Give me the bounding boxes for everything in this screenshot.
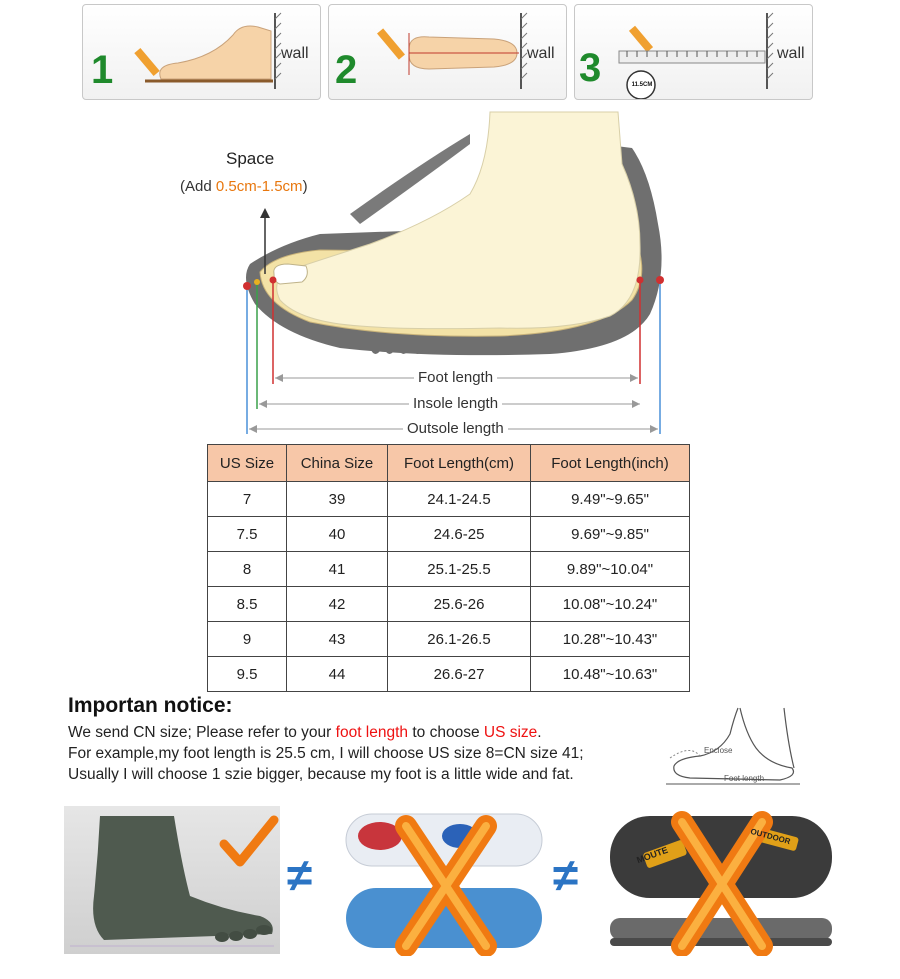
table-header-row bbox=[208, 445, 690, 482]
outsole-brand-text-1: MOUTE bbox=[635, 844, 670, 866]
cell-us-size: 7 bbox=[208, 482, 287, 517]
header-china-size: China Size bbox=[287, 445, 388, 482]
space-subtitle-prefix: (Add bbox=[180, 178, 216, 195]
step-panel-1 bbox=[82, 4, 321, 100]
cell-china-size: 44 bbox=[287, 657, 388, 692]
step-number-3: 3 bbox=[579, 46, 602, 90]
outsole-illustration bbox=[604, 810, 836, 956]
cell-china-size: 42 bbox=[287, 587, 388, 622]
notice-line-1-a: We send CN size; Please refer to your bbox=[68, 724, 336, 741]
cell-foot-length-cm: 26.1-26.5 bbox=[388, 622, 531, 657]
wall-label-2: wall bbox=[527, 45, 555, 62]
cell-foot-length-inch: 9.89"~10.04" bbox=[531, 552, 690, 587]
notice-line-1-e: . bbox=[537, 724, 542, 741]
table-row bbox=[208, 587, 690, 622]
outsole-photo bbox=[604, 810, 836, 956]
notice-foot-length-highlight: foot length bbox=[335, 724, 409, 741]
step-panel-2 bbox=[328, 4, 567, 100]
space-range: 0.5cm-1.5cm bbox=[215, 178, 303, 195]
cell-china-size: 41 bbox=[287, 552, 388, 587]
cell-foot-length-inch: 10.28"~10.43" bbox=[531, 622, 690, 657]
header-foot-length-inch: Foot Length(inch) bbox=[531, 445, 690, 482]
not-equal-symbol-2: ≠ bbox=[553, 849, 579, 901]
step-number-1: 1 bbox=[91, 48, 114, 92]
cell-foot-length-inch: 9.69"~9.85" bbox=[531, 517, 690, 552]
cell-foot-length-inch: 10.48"~10.63" bbox=[531, 657, 690, 692]
cell-foot-length-inch: 9.49"~9.65" bbox=[531, 482, 690, 517]
notice-line-1-c: to choose bbox=[408, 724, 484, 741]
step-panel-3 bbox=[574, 4, 813, 100]
sketch-enclose-label: Enclose bbox=[704, 746, 733, 755]
notice-title: Importan notice: bbox=[68, 694, 233, 717]
step-number-2: 2 bbox=[335, 48, 358, 92]
space-title: Space bbox=[226, 149, 275, 168]
size-chart-table bbox=[207, 444, 690, 692]
cell-foot-length-cm: 24.1-24.5 bbox=[388, 482, 531, 517]
cell-foot-length-inch: 10.08"~10.24" bbox=[531, 587, 690, 622]
header-foot-length-cm: Foot Length(cm) bbox=[388, 445, 531, 482]
table-row bbox=[208, 482, 690, 517]
table-row bbox=[208, 657, 690, 692]
outsole-brand-text-2: OUTDOOR bbox=[749, 826, 792, 847]
cell-foot-length-cm: 25.6-26 bbox=[388, 587, 531, 622]
cell-foot-length-cm: 24.6-25 bbox=[388, 517, 531, 552]
foot-mannequin-photo bbox=[64, 806, 280, 954]
notice-line-2: For example,my foot length is 25.5 cm, I will choose US size 8=CN size 41; bbox=[68, 745, 584, 762]
notice-us-size-highlight: US size bbox=[483, 724, 538, 741]
space-subtitle-suffix: ) bbox=[302, 178, 308, 195]
wall-label-3: wall bbox=[777, 45, 805, 62]
insole-photo bbox=[336, 806, 550, 956]
notice-line-3: Usually I will choose 1 szie bigger, because my foot is a little wide and fat. bbox=[68, 766, 574, 783]
cell-us-size: 9 bbox=[208, 622, 287, 657]
cell-foot-length-cm: 26.6-27 bbox=[388, 657, 531, 692]
ruler-reading: 11.5CM bbox=[631, 82, 653, 88]
cell-us-size: 8 bbox=[208, 552, 287, 587]
cell-foot-length-cm: 25.1-25.5 bbox=[388, 552, 531, 587]
table-row bbox=[208, 517, 690, 552]
cell-china-size: 43 bbox=[287, 622, 388, 657]
cell-us-size: 7.5 bbox=[208, 517, 287, 552]
cell-china-size: 39 bbox=[287, 482, 388, 517]
cell-us-size: 9.5 bbox=[208, 657, 287, 692]
wall-label-1: wall bbox=[281, 45, 309, 62]
insole-illustration bbox=[336, 806, 550, 956]
foot-mannequin-illustration bbox=[64, 806, 280, 954]
space-subtitle bbox=[180, 178, 308, 195]
header-us-size: US Size bbox=[208, 445, 287, 482]
sketch-foot-length-label: Foot length bbox=[724, 774, 765, 783]
foot-length-label: Foot length bbox=[414, 369, 497, 386]
notice-line-1 bbox=[68, 724, 542, 742]
table-row bbox=[208, 552, 690, 587]
table-row bbox=[208, 622, 690, 657]
insole-length-label: Insole length bbox=[409, 395, 502, 412]
outsole-length-label: Outsole length bbox=[403, 420, 508, 437]
cell-china-size: 40 bbox=[287, 517, 388, 552]
cell-us-size: 8.5 bbox=[208, 587, 287, 622]
not-equal-symbol-1: ≠ bbox=[287, 849, 313, 901]
